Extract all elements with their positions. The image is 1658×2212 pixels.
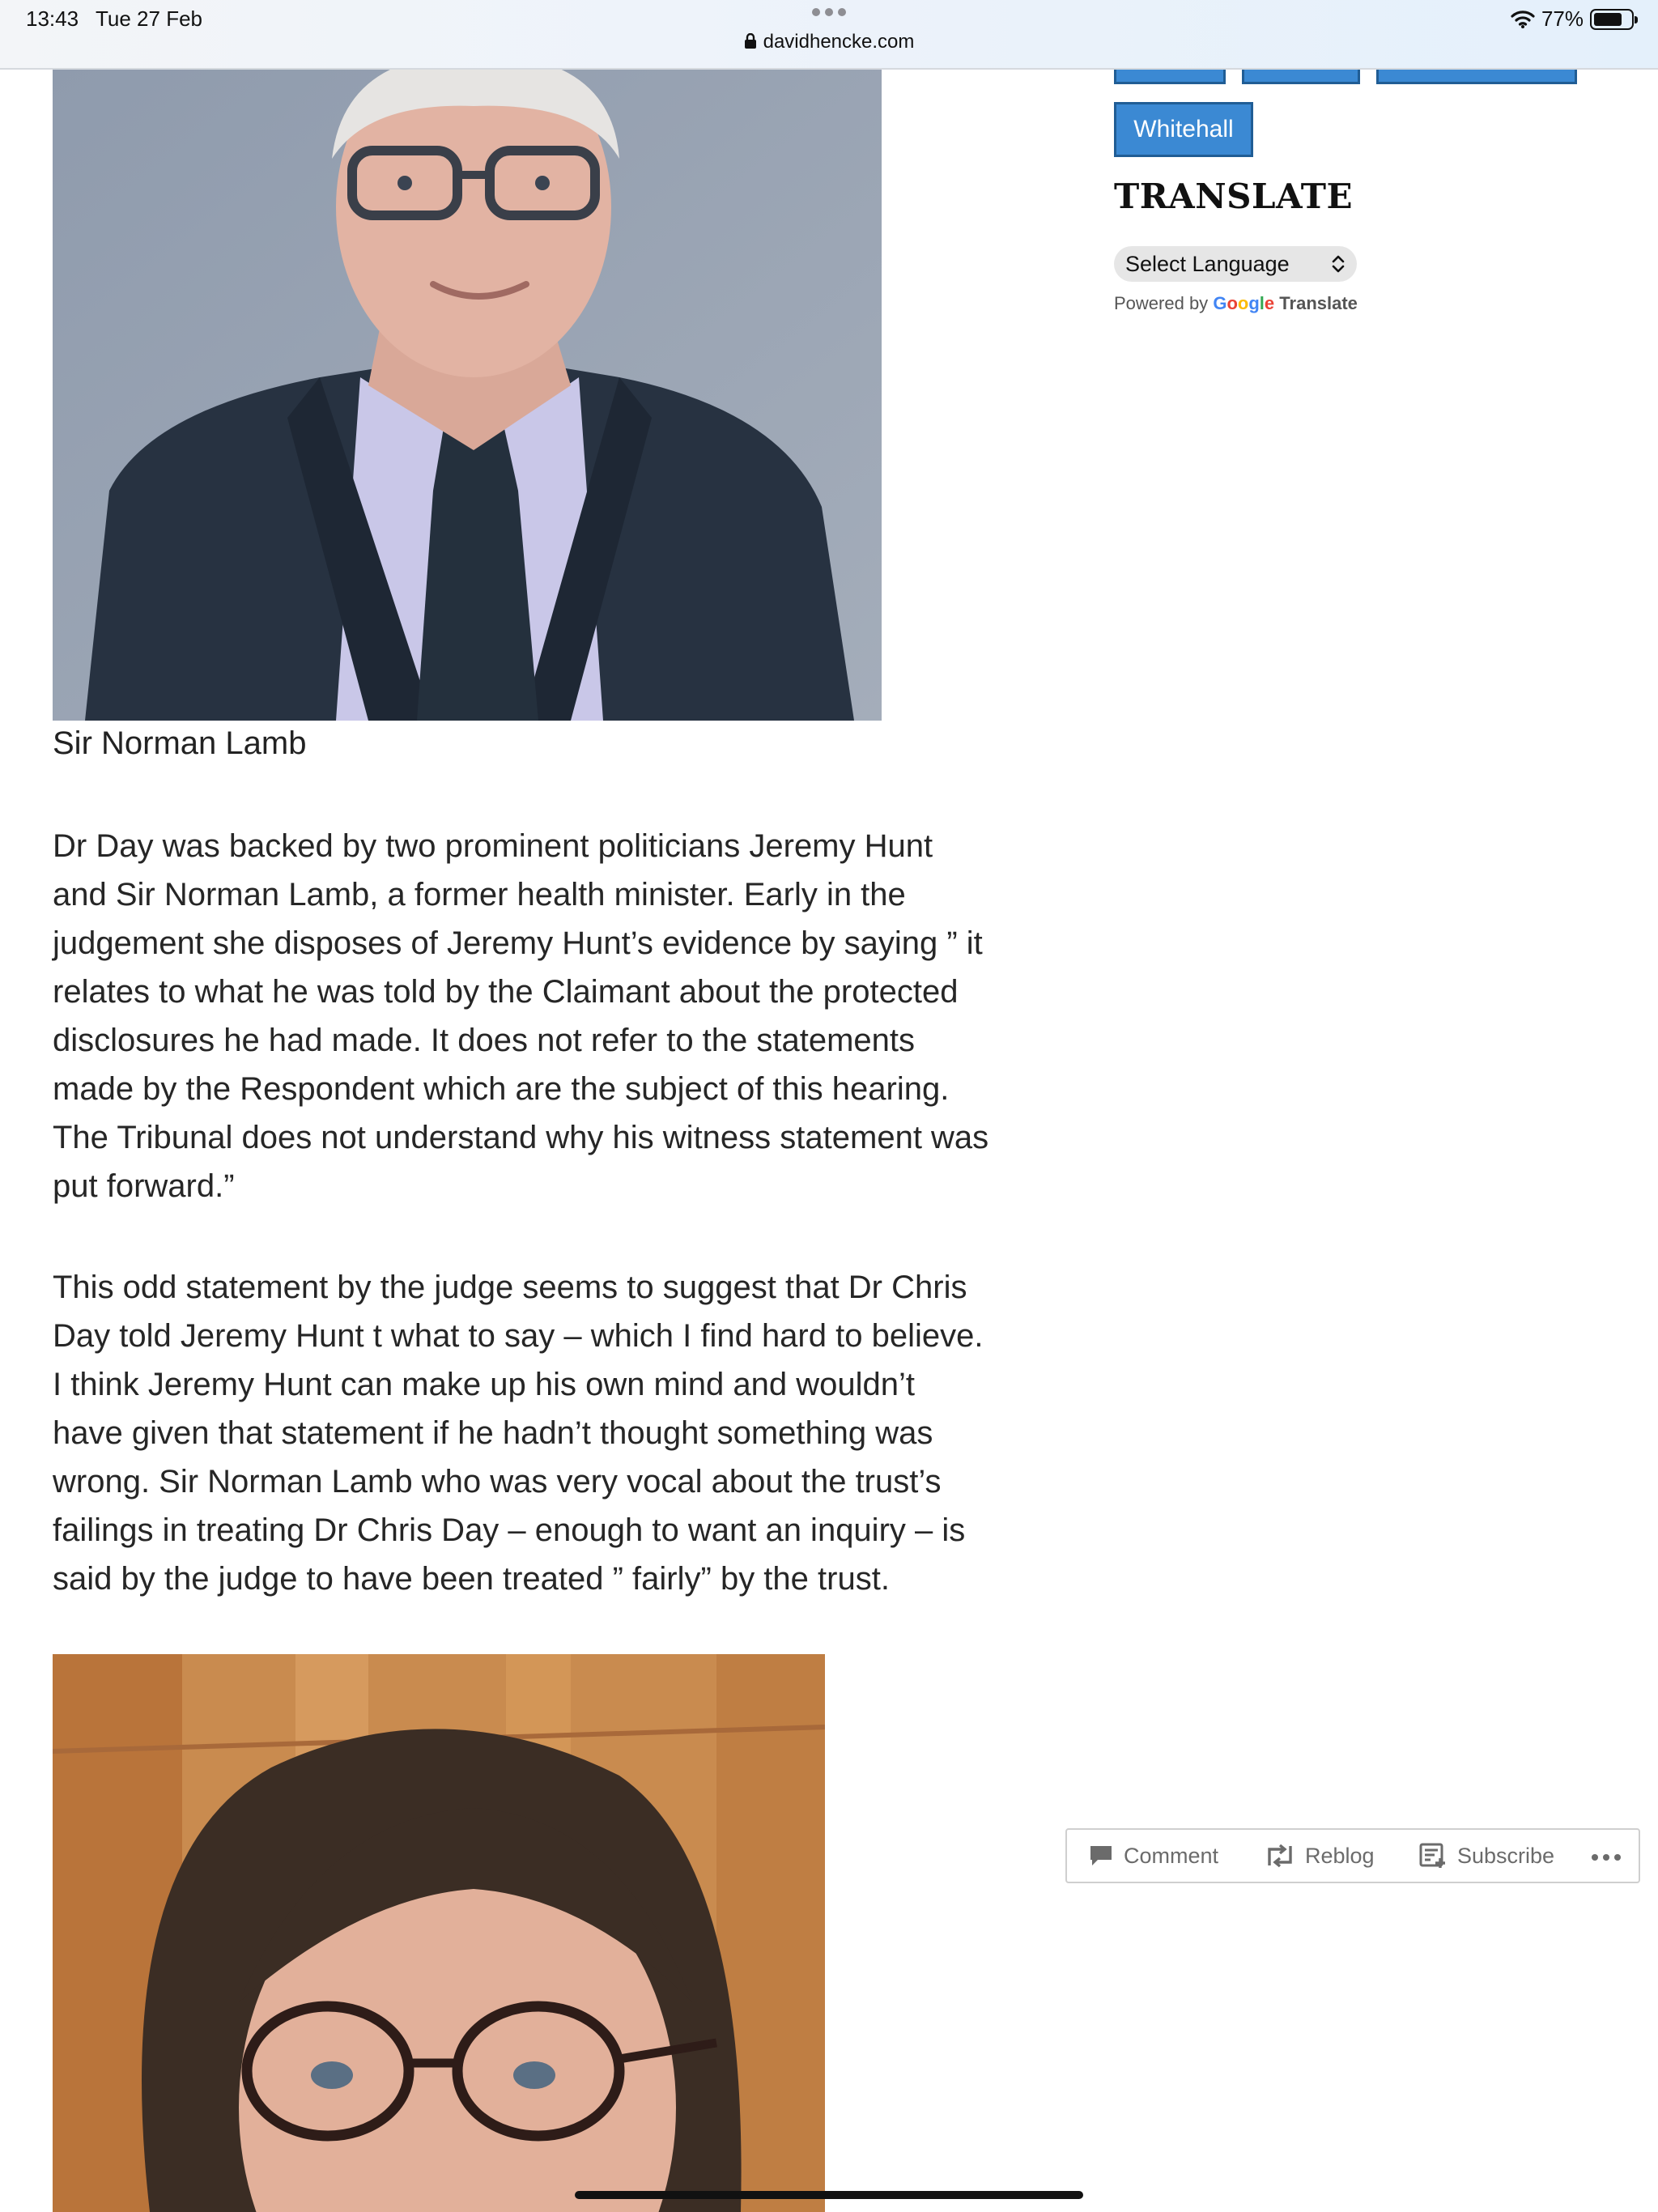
language-select[interactable] (1114, 246, 1357, 282)
multitasking-dots-icon[interactable] (812, 8, 846, 16)
home-indicator[interactable] (575, 2191, 1083, 2199)
article-paragraph-1: Dr Day was backed by two prominent politicians Jeremy Hunt and Sir Norman Lamb, a former health minister. Early in the judgement she disposes of Jeremy Hunt’s evidence by saying ” it relates to what he was told by the Claimant about the protected disclosures he had made. It does not refer to the statements made by the Respondent which are the subject of this hearing. The Tribunal does not understand why his witness statement was put forward.” (53, 828, 989, 1204)
tag-whitehall-button[interactable]: Whitehall (1114, 102, 1253, 157)
reblog-icon (1265, 1843, 1295, 1869)
battery-icon (1590, 9, 1634, 30)
reblog-label: Reblog (1305, 1843, 1375, 1868)
subscribe-button[interactable] (1418, 1842, 1554, 1870)
wifi-icon (1511, 10, 1535, 29)
article-photo-portrait-woman (53, 1654, 825, 2212)
battery-level-fill (1594, 13, 1622, 26)
comment-icon (1088, 1844, 1114, 1868)
status-time: 13:43 (26, 6, 79, 31)
post-action-bar (1065, 1828, 1640, 1883)
status-date: Tue 27 Feb (96, 6, 203, 31)
status-indicators (1511, 6, 1634, 32)
subscribe-icon (1418, 1842, 1448, 1870)
comment-button[interactable] (1088, 1844, 1218, 1869)
powered-by-google-translate[interactable] (1114, 293, 1358, 314)
article-photo-portrait-man (53, 70, 882, 721)
comment-label: Comment (1124, 1843, 1219, 1868)
battery-percent: 77% (1541, 6, 1584, 31)
language-select-value: Select Language (1125, 251, 1290, 276)
more-options-icon[interactable] (1592, 1854, 1621, 1861)
browser-top-bar (0, 0, 1658, 70)
url-text: davidhencke.com (763, 31, 915, 53)
google-logo: Google (1213, 293, 1275, 313)
article-paragraph-2: This odd statement by the judge seems to suggest that Dr Chris Day told Jeremy Hunt t what to say – which I find hard to believe. I think Jeremy Hunt can make up his own mind and wouldn’t have given that statement if he hadn’t thought something was wrong. Sir Norman Lamb who was very vocal about the trust’s failings in treating Dr Chris Day – enough to want an inquiry – is said by the judge to have been treated ” fairly” by the trust. (53, 1270, 984, 1597)
select-arrows-icon (1331, 253, 1346, 275)
translate-label: Translate (1279, 293, 1358, 313)
photo-caption: Sir Norman Lamb (53, 725, 307, 761)
reblog-button[interactable] (1265, 1843, 1375, 1869)
address-bar[interactable] (0, 31, 1658, 53)
lock-icon (744, 33, 757, 49)
subscribe-label: Subscribe (1457, 1843, 1555, 1868)
translate-heading: TRANSLATE (1114, 177, 1354, 216)
powered-by-label: Powered by (1114, 293, 1209, 313)
